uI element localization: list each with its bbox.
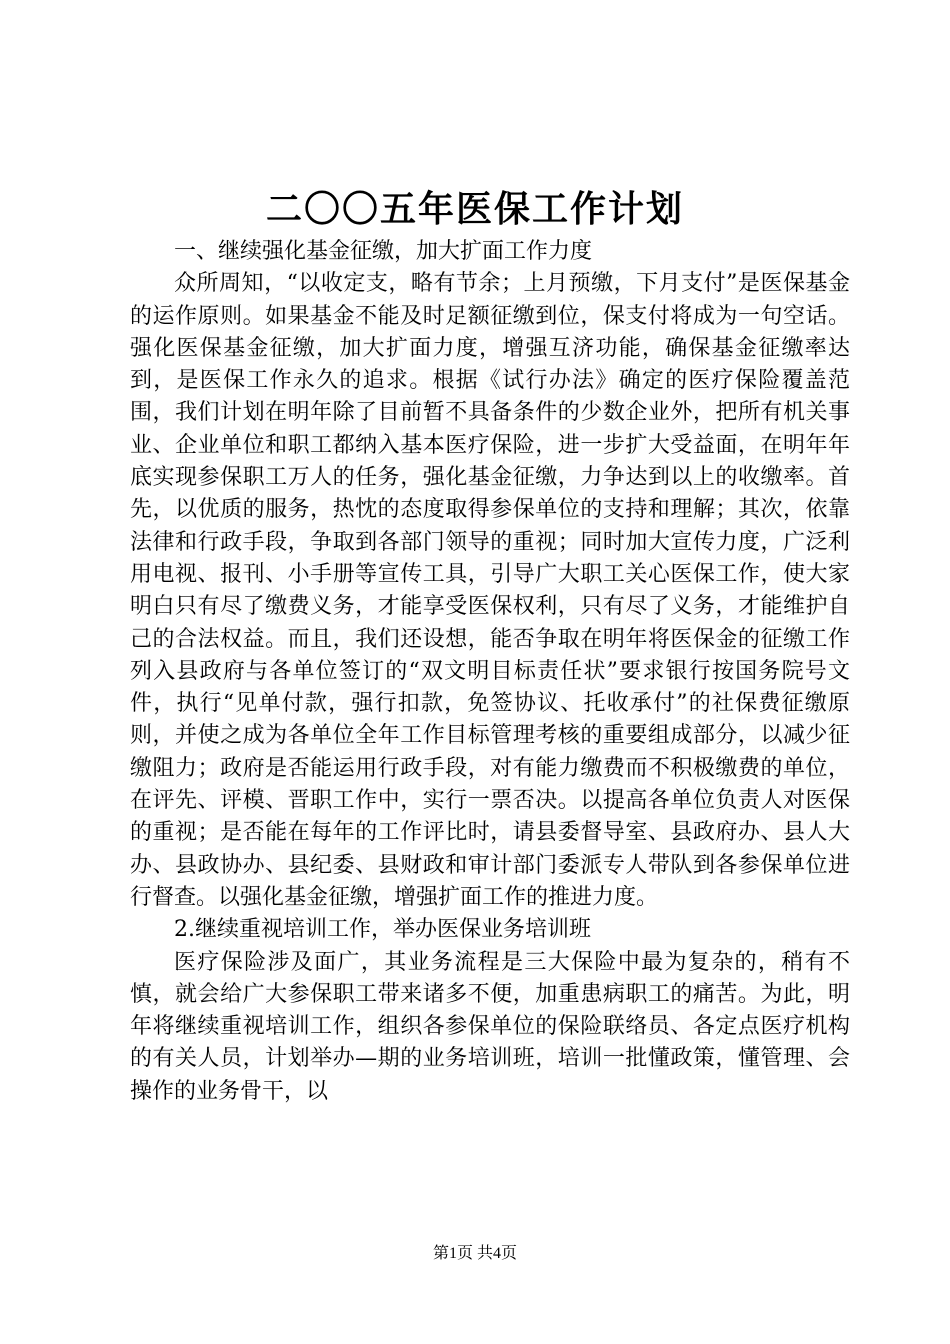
section-heading-1: 一、继续强化基金征缴，加大扩面工作力度 — [174, 239, 593, 264]
section-heading-2: 2.继续重视培训工作，举办医保业务培训班 — [174, 917, 591, 943]
body-paragraph-1: 众所周知，“以收定支，略有节余；上月预缴，下月支付”是医保基金的运作原则。如果基金不能及时足额征缴到位，保支付将成为一句空话。强化医保基金征缴，加大扩面力度，增强互济功能，确保基金征缴率达到，是医保工作永久的追求。根据《试行办法》确定的医疗保险覆盖范围，我们计划在明年除了目前暂不具备条件的少数企业外，把所有机关事业、企业单位和职工都纳入基本医疗保险，进一步扩大受益面，在明年年底实现参保职工万人的任务，强化基金征缴，力争达到以上的收缴率。首先，以优质的服务，热忱的态度取得参保单位的支持和理解；其次，依靠法律和行政手段，争取到各部门领导的重视；同时加大宣传力度，广泛利用电视、报刊、小手册等宣传工具，引导广大职工关心医保工作，使大家明白只有尽了缴费义务，才能享受医保权利，只有尽了义务，才能维护自己的合法权益。而且，我们还设想，能否争取在明年将医保金的征缴工作列入县政府与各单位签订的“双文明目标责任状”要求银行按国务院号文件，执行“见单付款，强行扣款，免签协议、托收承付”的社保费征缴原则，并使之成为各单位全年工作目标管理考核的重要组成部分，以减少征缴阻力；政府是否能运用行政手段，对有能力缴费而不积极缴费的单位，在评先、评模、晋职工作中，实行一票否决。以提高各单位负责人对医保的重视；是否能在每年的工作评比时，请县委督导室、县政府办、县人大办、县政协办、县纪委、县财政和审计部门委派专人带队到各参保单位进行督查。以强化基金征缴，增强扩面工作的推进力度。 — [130, 271, 850, 910]
page-footer: 第1页 共4页 — [432, 1245, 517, 1262]
document-body — [130, 236, 850, 1108]
document-title: 二〇〇五年医保工作计划 — [265, 188, 684, 230]
body-paragraph-2: 医疗保险涉及面广，其业务流程是三大保险中最为复杂的，稍有不慎，就会给广大参保职工带来诸多不便，加重患病职工的痛苦。为此，明年将继续重视培训工作，组织各参保单位的保险联络员、各定点医疗机构的有关人员，计划举办—期的业务培训班，培训一批懂政策，懂管理、会操作的业务骨干，以 — [130, 949, 850, 1104]
